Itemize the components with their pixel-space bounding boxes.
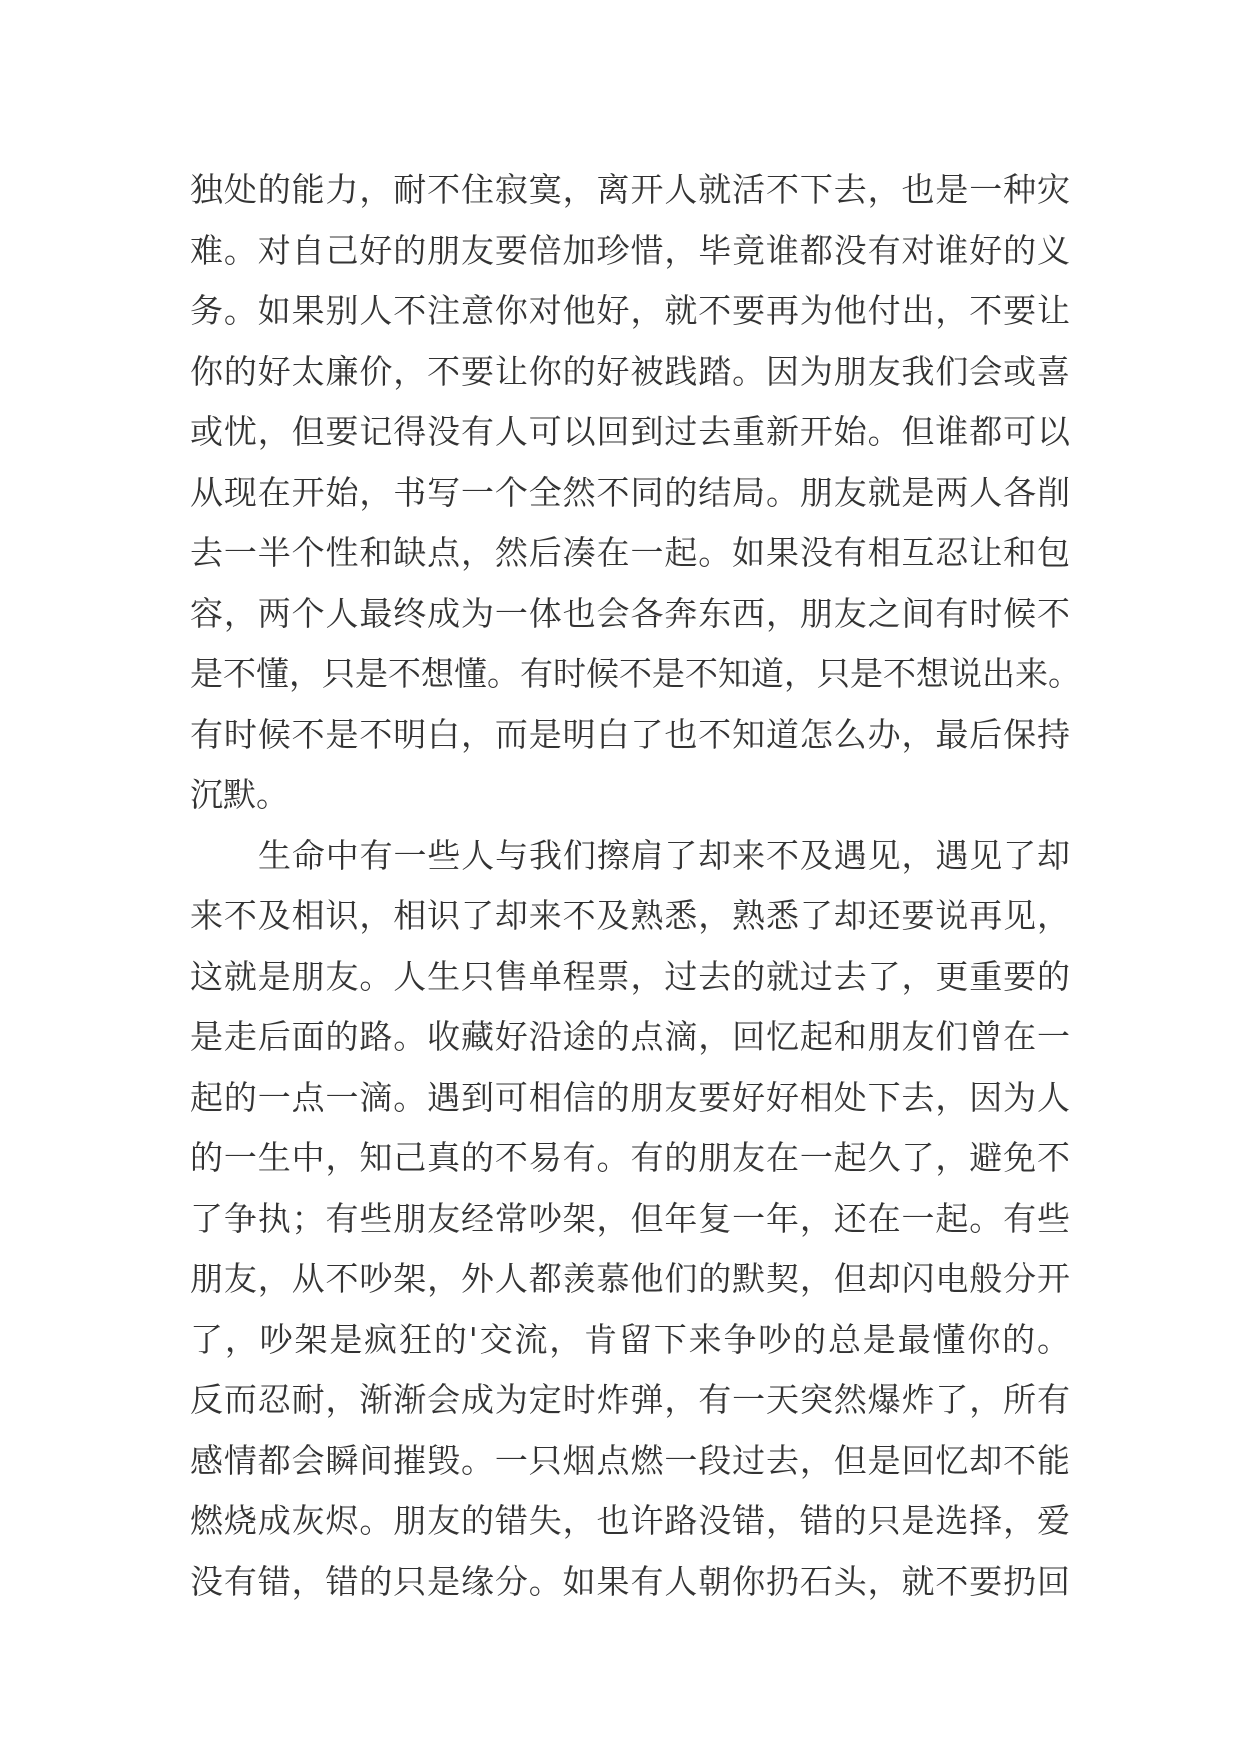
text-line: 了，吵架是疯狂的'交流，肯留下来争吵的总是最懂你的。 bbox=[190, 1319, 1070, 1359]
text-line: 反而忍耐，渐渐会成为定时炸弹，有一天突然爆炸了，所有 bbox=[190, 1380, 1070, 1419]
body-text bbox=[190, 160, 1081, 1612]
text-line: 燃烧成灰烬。朋友的错失，也许路没错，错的只是选择，爱 bbox=[190, 1501, 1070, 1540]
text-line: 有时候不是不明白，而是明白了也不知道怎么办，最后保持 bbox=[190, 714, 1070, 754]
text-line: 你的好太廉价，不要让你的好被践踏。因为朋友我们会或喜 bbox=[190, 351, 1070, 391]
paragraph-start-line: 生命中有一些人与我们擦肩了却来不及遇见，遇见了却 bbox=[258, 835, 1070, 875]
text-line: 从现在开始，书写一个全然不同的结局。朋友就是两人各削 bbox=[190, 472, 1070, 512]
text-line: 的一生中，知己真的不易有。有的朋友在一起久了，避免不 bbox=[190, 1138, 1070, 1177]
text-line: 没有错，错的只是缘分。如果有人朝你扔石头，就不要扔回 bbox=[190, 1561, 1070, 1601]
text-line: 难。对自己好的朋友要倍加珍惜，毕竟谁都没有对谁好的义 bbox=[190, 230, 1070, 270]
text-line: 是走后面的路。收藏好沿途的点滴，回忆起和朋友们曾在一 bbox=[190, 1017, 1070, 1056]
text-line: 去一半个性和缺点，然后凑在一起。如果没有相互忍让和包 bbox=[190, 533, 1070, 572]
text-line: 朋友，从不吵架，外人都羡慕他们的默契，但却闪电般分开 bbox=[190, 1259, 1070, 1298]
text-line: 独处的能力，耐不住寂寞，离开人就活不下去，也是一种灾 bbox=[190, 170, 1070, 209]
text-line: 感情都会瞬间摧毁。一只烟点燃一段过去，但是回忆却不能 bbox=[190, 1440, 1070, 1480]
text-line: 沉默。 bbox=[190, 775, 289, 814]
text-line: 来不及相识，相识了却来不及熟悉，熟悉了却还要说再见， bbox=[190, 896, 1070, 935]
text-line: 务。如果别人不注意你对他好，就不要再为他付出，不要让 bbox=[190, 291, 1070, 330]
text-line: 容，两个人最终成为一体也会各奔东西，朋友之间有时候不 bbox=[190, 593, 1070, 633]
text-line: 了争执；有些朋友经常吵架，但年复一年，还在一起。有些 bbox=[190, 1198, 1070, 1238]
text-line: 起的一点一滴。遇到可相信的朋友要好好相处下去，因为人 bbox=[190, 1077, 1070, 1117]
text-line: 或忧，但要记得没有人可以回到过去重新开始。但谁都可以 bbox=[190, 412, 1070, 451]
text-line: 是不懂，只是不想懂。有时候不是不知道，只是不想说出来。 bbox=[190, 654, 1081, 693]
text-line: 这就是朋友。人生只售单程票，过去的就过去了，更重要的 bbox=[190, 956, 1070, 996]
